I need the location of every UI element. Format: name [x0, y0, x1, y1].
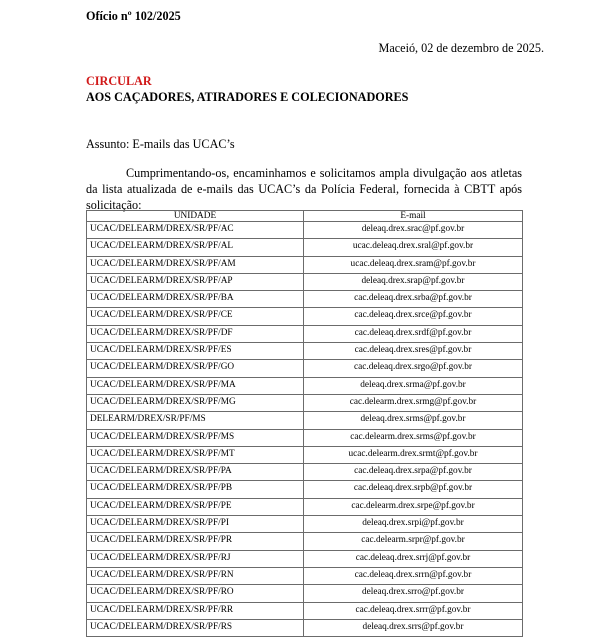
table-row: [87, 429, 523, 446]
header-email: E-mail: [304, 211, 523, 222]
email-cell: cac.deleaq.drex.srrn@pf.gov.br: [304, 567, 523, 584]
email-cell: cac.deleaq.drex.srgo@pf.gov.br: [304, 360, 523, 377]
table-row: [87, 273, 523, 290]
unit-cell: UCAC/DELEARM/DREX/SR/PF/MS: [87, 429, 304, 446]
unit-cell: UCAC/DELEARM/DREX/SR/PF/AC: [87, 222, 304, 239]
table-row: [87, 567, 523, 584]
email-cell: deleaq.drex.srpi@pf.gov.br: [304, 516, 523, 533]
email-cell: cac.delearm.drex.srmg@pf.gov.br: [304, 394, 523, 411]
email-cell: ucac.deleaq.drex.sram@pf.gov.br: [304, 256, 523, 273]
email-cell: cac.deleaq.drex.srce@pf.gov.br: [304, 308, 523, 325]
email-cell: ucac.delearm.drex.srmt@pf.gov.br: [304, 446, 523, 463]
unit-cell: UCAC/DELEARM/DREX/SR/PF/AL: [87, 239, 304, 256]
unit-cell: UCAC/DELEARM/DREX/SR/PF/RS: [87, 619, 304, 636]
table-row: [87, 533, 523, 550]
table-row: [87, 360, 523, 377]
unit-cell: UCAC/DELEARM/DREX/SR/PF/PA: [87, 464, 304, 481]
table-row: [87, 239, 523, 256]
circular-label: CIRCULAR: [86, 74, 152, 88]
email-cell: deleaq.drex.srac@pf.gov.br: [304, 222, 523, 239]
table-row: [87, 619, 523, 636]
table-row: [87, 464, 523, 481]
table-header-row: [87, 211, 523, 222]
unit-cell: UCAC/DELEARM/DREX/SR/PF/AP: [87, 273, 304, 290]
unit-cell: UCAC/DELEARM/DREX/SR/PF/PE: [87, 498, 304, 515]
table-row: [87, 377, 523, 394]
email-cell: deleaq.drex.srap@pf.gov.br: [304, 273, 523, 290]
emails-table: [86, 210, 523, 637]
email-cell: cac.deleaq.drex.srpb@pf.gov.br: [304, 481, 523, 498]
unit-cell: UCAC/DELEARM/DREX/SR/PF/CE: [87, 308, 304, 325]
email-cell: cac.deleaq.drex.srba@pf.gov.br: [304, 291, 523, 308]
unit-cell: UCAC/DELEARM/DREX/SR/PF/PR: [87, 533, 304, 550]
audience-heading: AOS CAÇADORES, ATIRADORES E COLECIONADORES: [86, 90, 409, 104]
email-cell: ucac.deleaq.drex.sral@pf.gov.br: [304, 239, 523, 256]
body-text: Cumprimentando-os, encaminhamos e solicitamos ampla divulgação aos atletas da lista atualizada de e-mails das UCAC’s da Polícia Federal, fornecida à CBTT após solicitação:: [86, 166, 522, 212]
email-cell: deleaq.drex.srma@pf.gov.br: [304, 377, 523, 394]
email-cell: deleaq.drex.srms@pf.gov.br: [304, 412, 523, 429]
table-row: [87, 550, 523, 567]
table-row: [87, 222, 523, 239]
table-row: [87, 602, 523, 619]
unit-cell: UCAC/DELEARM/DREX/SR/PF/MT: [87, 446, 304, 463]
table-row: [87, 394, 523, 411]
subject-line: Assunto: E-mails das UCAC’s: [86, 137, 235, 151]
table-row: [87, 516, 523, 533]
email-cell: cac.delearm.drex.srms@pf.gov.br: [304, 429, 523, 446]
document-date: Maceió, 02 de dezembro de 2025.: [378, 41, 544, 55]
email-cell: cac.deleaq.drex.srrj@pf.gov.br: [304, 550, 523, 567]
unit-cell: UCAC/DELEARM/DREX/SR/PF/ES: [87, 343, 304, 360]
unit-cell: UCAC/DELEARM/DREX/SR/PF/RJ: [87, 550, 304, 567]
table-row: [87, 412, 523, 429]
table-row: [87, 308, 523, 325]
email-cell: deleaq.drex.srrs@pf.gov.br: [304, 619, 523, 636]
unit-cell: UCAC/DELEARM/DREX/SR/PF/PB: [87, 481, 304, 498]
unit-cell: DELEARM/DREX/SR/PF/MS: [87, 412, 304, 429]
unit-cell: UCAC/DELEARM/DREX/SR/PF/MA: [87, 377, 304, 394]
unit-cell: UCAC/DELEARM/DREX/SR/PF/PI: [87, 516, 304, 533]
unit-cell: UCAC/DELEARM/DREX/SR/PF/RN: [87, 567, 304, 584]
body-paragraph: [86, 165, 522, 213]
unit-cell: UCAC/DELEARM/DREX/SR/PF/AM: [87, 256, 304, 273]
table-row: [87, 585, 523, 602]
table-row: [87, 481, 523, 498]
email-cell: cac.deleaq.drex.sres@pf.gov.br: [304, 343, 523, 360]
oficio-number: Ofício nº 102/2025: [86, 9, 181, 23]
unit-cell: UCAC/DELEARM/DREX/SR/PF/MG: [87, 394, 304, 411]
table-row: [87, 291, 523, 308]
unit-cell: UCAC/DELEARM/DREX/SR/PF/GO: [87, 360, 304, 377]
unit-cell: UCAC/DELEARM/DREX/SR/PF/RR: [87, 602, 304, 619]
unit-cell: UCAC/DELEARM/DREX/SR/PF/RO: [87, 585, 304, 602]
unit-cell: UCAC/DELEARM/DREX/SR/PF/BA: [87, 291, 304, 308]
email-cell: deleaq.drex.srro@pf.gov.br: [304, 585, 523, 602]
table-row: [87, 446, 523, 463]
table-row: [87, 498, 523, 515]
email-cell: cac.deleaq.drex.srpa@pf.gov.br: [304, 464, 523, 481]
table-row: [87, 343, 523, 360]
unit-cell: UCAC/DELEARM/DREX/SR/PF/DF: [87, 325, 304, 342]
email-cell: cac.delearm.drex.srpe@pf.gov.br: [304, 498, 523, 515]
table-row: [87, 256, 523, 273]
header-unit: UNIDADE: [87, 211, 304, 222]
email-cell: cac.delearm.srpr@pf.gov.br: [304, 533, 523, 550]
email-cell: cac.deleaq.drex.srrr@pf.gov.br: [304, 602, 523, 619]
email-cell: cac.deleaq.drex.srdf@pf.gov.br: [304, 325, 523, 342]
table-row: [87, 325, 523, 342]
